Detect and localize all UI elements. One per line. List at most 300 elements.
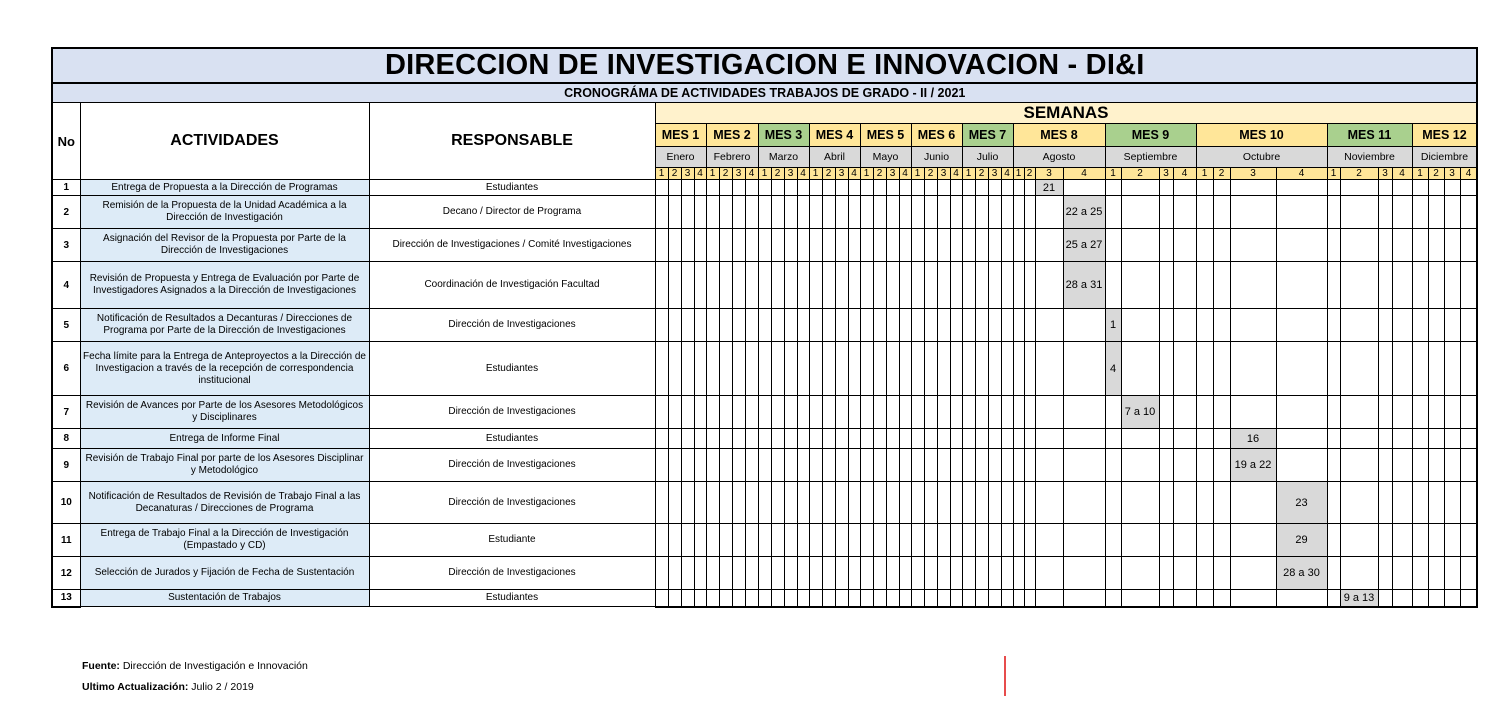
schedule-cell [937, 196, 950, 229]
schedule-cell [1378, 262, 1392, 309]
schedule-cell [784, 342, 797, 396]
schedule-cell [706, 342, 719, 396]
schedule-cell [745, 180, 758, 196]
schedule-cell [694, 449, 706, 482]
schedule-cell [1340, 524, 1378, 557]
schedule-cell [962, 590, 975, 607]
table-row [52, 557, 1477, 590]
schedule-cell [1276, 342, 1327, 396]
schedule-cell [1013, 396, 1024, 429]
schedule-cell [745, 396, 758, 429]
schedule-cell [1001, 524, 1013, 557]
week-number: 3 [1444, 168, 1460, 180]
schedule-cell [797, 180, 809, 196]
schedule-cell [924, 196, 937, 229]
schedule-cell [706, 229, 719, 262]
schedule-cell [822, 557, 835, 590]
schedule-cell [694, 429, 706, 449]
schedule-cell [745, 449, 758, 482]
activity-description: Remisión de la Propuesta de la Unidad Académica a la Dirección de Investigación [80, 196, 369, 229]
schedule-cell [745, 229, 758, 262]
schedule-cell [719, 196, 732, 229]
schedule-cell [797, 309, 809, 342]
schedule-cell [1001, 309, 1013, 342]
activity-responsible: Dirección de Investigaciones / Comité Investigaciones [369, 229, 655, 262]
schedule-cell [1428, 590, 1444, 607]
schedule-cell [1412, 229, 1428, 262]
schedule-cell [1159, 342, 1173, 396]
schedule-cell [835, 342, 848, 396]
schedule-cell [822, 229, 835, 262]
schedule-cell [835, 196, 848, 229]
schedule-cell [668, 449, 681, 482]
schedule-cell [950, 396, 962, 429]
schedule-cell [1063, 449, 1105, 482]
schedule-cell [1063, 557, 1105, 590]
week-number: 4 [694, 168, 706, 180]
schedule-cell [835, 590, 848, 607]
schedule-cell [911, 196, 924, 229]
schedule-cell [1159, 482, 1173, 524]
schedule-cell [1159, 557, 1173, 590]
schedule-cell [1063, 342, 1105, 396]
schedule-cell [1428, 180, 1444, 196]
schedule-cell [937, 449, 950, 482]
schedule-cell [899, 196, 911, 229]
schedule-cell [771, 229, 784, 262]
schedule-cell [668, 557, 681, 590]
schedule-cell [797, 229, 809, 262]
schedule-cell [655, 309, 668, 342]
schedule-cell [809, 557, 822, 590]
schedule-cell [1173, 590, 1196, 607]
schedule-cell [1392, 262, 1412, 309]
schedule-cell [1105, 396, 1121, 429]
schedule-cell [835, 557, 848, 590]
schedule-cell [1121, 196, 1159, 229]
schedule-cell [771, 482, 784, 524]
schedule-cell [1024, 396, 1035, 429]
schedule-cell [681, 429, 694, 449]
schedule-cell [1013, 557, 1024, 590]
schedule-cell [1159, 429, 1173, 449]
schedule-cell [1063, 524, 1105, 557]
schedule-cell [1173, 557, 1196, 590]
schedule-cell [1121, 229, 1159, 262]
schedule-cell [950, 262, 962, 309]
last-update-note [82, 681, 254, 693]
schedule-cell [937, 342, 950, 396]
activity-responsible: Decano / Director de Programa [369, 196, 655, 229]
schedule-cell [822, 482, 835, 524]
schedule-cell [758, 396, 771, 429]
schedule-cell [1412, 482, 1428, 524]
schedule-cell [732, 429, 745, 449]
schedule-cell [975, 590, 988, 607]
schedule-cell [719, 482, 732, 524]
schedule-cell [950, 342, 962, 396]
schedule-cell [745, 590, 758, 607]
schedule-cell [911, 262, 924, 309]
schedule-cell [1327, 396, 1340, 429]
schedule-cell [1001, 342, 1013, 396]
schedule-cell [797, 262, 809, 309]
schedule-cell [1063, 482, 1105, 524]
schedule-cell [924, 429, 937, 449]
schedule-cell [988, 590, 1001, 607]
schedule-cell [848, 429, 860, 449]
schedule-cell [1159, 524, 1173, 557]
schedule-cell [1196, 342, 1213, 396]
week-number: 3 [1230, 168, 1276, 180]
week-number: 3 [988, 168, 1001, 180]
schedule-cell [732, 482, 745, 524]
schedule-cell [886, 262, 899, 309]
table-row [52, 590, 1477, 607]
schedule-cell [745, 196, 758, 229]
schedule-cell [1024, 524, 1035, 557]
month-label: MES 6 [911, 124, 962, 147]
schedule-cell [694, 557, 706, 590]
schedule-cell [784, 229, 797, 262]
schedule-sheet [51, 47, 1471, 608]
schedule-cell [924, 482, 937, 524]
schedule-cell [706, 449, 719, 482]
schedule-cell [758, 180, 771, 196]
schedule-cell [860, 262, 873, 309]
schedule-cell [1428, 309, 1444, 342]
week-number: 1 [809, 168, 822, 180]
schedule-cell [1024, 557, 1035, 590]
schedule-cell [1428, 524, 1444, 557]
schedule-cell [975, 449, 988, 482]
schedule-cell [1412, 342, 1428, 396]
month-label: MES 7 [962, 124, 1013, 147]
week-number: 2 [1024, 168, 1035, 180]
schedule-cell [1378, 449, 1392, 482]
schedule-mark: 23 [1276, 482, 1327, 524]
schedule-mark: 1 [1105, 309, 1121, 342]
schedule-cell [771, 262, 784, 309]
schedule-cell [1001, 429, 1013, 449]
schedule-cell [1276, 590, 1327, 607]
schedule-cell [1444, 180, 1460, 196]
schedule-mark: 21 [1035, 180, 1063, 196]
schedule-cell [1001, 229, 1013, 262]
schedule-cell [975, 309, 988, 342]
schedule-cell [655, 482, 668, 524]
schedule-cell [1412, 590, 1428, 607]
schedule-cell [962, 524, 975, 557]
schedule-cell [1213, 449, 1230, 482]
schedule-cell [1276, 449, 1327, 482]
schedule-cell [1444, 429, 1460, 449]
schedule-cell [1460, 180, 1477, 196]
schedule-cell [706, 590, 719, 607]
schedule-cell [1276, 180, 1327, 196]
schedule-cell [950, 229, 962, 262]
schedule-cell [1024, 229, 1035, 262]
row-number: 5 [52, 309, 80, 342]
schedule-cell [1001, 449, 1013, 482]
red-marker-line [1004, 656, 1006, 696]
schedule-cell [962, 557, 975, 590]
activity-responsible: Dirección de Investigaciones [369, 449, 655, 482]
schedule-cell [1428, 429, 1444, 449]
schedule-cell [873, 396, 886, 429]
schedule-cell [719, 229, 732, 262]
schedule-cell [1230, 196, 1276, 229]
schedule-cell [1276, 309, 1327, 342]
schedule-mark: 29 [1276, 524, 1327, 557]
header-semanas: SEMANAS [655, 103, 1477, 124]
schedule-cell [1428, 482, 1444, 524]
schedule-cell [962, 262, 975, 309]
schedule-cell [758, 590, 771, 607]
week-number: 2 [975, 168, 988, 180]
schedule-cell [1392, 557, 1412, 590]
activity-description: Fecha límite para la Entrega de Anteproyectos a la Dirección de Investigacion a través de la recepción de correspondencia institucional [80, 342, 369, 396]
month-name: Abril [809, 147, 860, 168]
week-number: 3 [732, 168, 745, 180]
schedule-cell [771, 557, 784, 590]
schedule-cell [771, 449, 784, 482]
schedule-cell [1001, 396, 1013, 429]
schedule-cell [1121, 342, 1159, 396]
schedule-cell [988, 262, 1001, 309]
schedule-cell [1230, 262, 1276, 309]
schedule-cell [1196, 557, 1213, 590]
schedule-cell [988, 449, 1001, 482]
schedule-cell [1340, 449, 1378, 482]
schedule-cell [1013, 196, 1024, 229]
schedule-cell [848, 229, 860, 262]
row-number: 10 [52, 482, 80, 524]
week-number: 4 [1460, 168, 1477, 180]
page-subtitle: CRONOGRÁMA DE ACTIVIDADES TRABAJOS DE GRADO - II / 2021 [52, 83, 1477, 103]
schedule-cell [886, 429, 899, 449]
schedule-cell [681, 590, 694, 607]
schedule-cell [1392, 229, 1412, 262]
table-row [52, 449, 1477, 482]
schedule-cell [1024, 482, 1035, 524]
schedule-cell [835, 429, 848, 449]
schedule-cell [681, 180, 694, 196]
schedule-cell [1230, 524, 1276, 557]
schedule-cell [962, 196, 975, 229]
schedule-cell [873, 449, 886, 482]
schedule-cell [694, 396, 706, 429]
month-label: MES 10 [1196, 124, 1327, 147]
table-row [52, 342, 1477, 396]
schedule-cell [1213, 524, 1230, 557]
schedule-cell [719, 590, 732, 607]
schedule-cell [860, 396, 873, 429]
week-number: 3 [886, 168, 899, 180]
schedule-cell [809, 262, 822, 309]
week-number: 2 [1428, 168, 1444, 180]
schedule-cell [1444, 262, 1460, 309]
schedule-cell [1412, 309, 1428, 342]
schedule-cell [1173, 524, 1196, 557]
schedule-cell [1173, 429, 1196, 449]
schedule-cell [668, 396, 681, 429]
week-number: 1 [911, 168, 924, 180]
schedule-cell [1460, 262, 1477, 309]
schedule-cell [860, 557, 873, 590]
schedule-cell [1428, 396, 1444, 429]
source-note [82, 660, 308, 672]
schedule-cell [924, 180, 937, 196]
schedule-cell [860, 482, 873, 524]
schedule-cell [1105, 429, 1121, 449]
schedule-cell [1173, 449, 1196, 482]
table-row [52, 180, 1477, 196]
schedule-cell [937, 429, 950, 449]
week-number: 4 [1001, 168, 1013, 180]
schedule-cell [1173, 482, 1196, 524]
header-responsable: RESPONSABLE [369, 103, 655, 180]
week-number: 2 [719, 168, 732, 180]
week-number: 1 [1412, 168, 1428, 180]
schedule-cell [899, 482, 911, 524]
schedule-cell [784, 262, 797, 309]
schedule-cell [797, 396, 809, 429]
row-number: 6 [52, 342, 80, 396]
row-number: 9 [52, 449, 80, 482]
schedule-cell [1213, 482, 1230, 524]
schedule-cell [1460, 229, 1477, 262]
schedule-cell [1327, 262, 1340, 309]
schedule-cell [1327, 229, 1340, 262]
week-number: 1 [962, 168, 975, 180]
schedule-cell [911, 429, 924, 449]
week-number: 4 [1276, 168, 1327, 180]
week-number: 2 [873, 168, 886, 180]
schedule-cell [1213, 262, 1230, 309]
schedule-cell [1121, 180, 1159, 196]
schedule-cell [694, 196, 706, 229]
schedule-cell [975, 262, 988, 309]
schedule-cell [911, 229, 924, 262]
schedule-cell [1159, 180, 1173, 196]
schedule-cell [732, 196, 745, 229]
schedule-cell [886, 396, 899, 429]
schedule-cell [1213, 309, 1230, 342]
week-number: 2 [1213, 168, 1230, 180]
schedule-cell [1412, 557, 1428, 590]
schedule-cell [681, 557, 694, 590]
schedule-cell [732, 180, 745, 196]
schedule-cell [1105, 262, 1121, 309]
source-label: Fuente: [82, 660, 120, 672]
schedule-cell [1378, 180, 1392, 196]
schedule-cell [937, 557, 950, 590]
schedule-cell [899, 429, 911, 449]
schedule-cell [809, 396, 822, 429]
row-number: 8 [52, 429, 80, 449]
schedule-cell [732, 342, 745, 396]
schedule-cell [911, 482, 924, 524]
row-number: 3 [52, 229, 80, 262]
schedule-cell [694, 342, 706, 396]
schedule-cell [1230, 482, 1276, 524]
schedule-cell [988, 342, 1001, 396]
schedule-cell [873, 342, 886, 396]
schedule-cell [988, 557, 1001, 590]
month-label: MES 5 [860, 124, 911, 147]
schedule-cell [1035, 524, 1063, 557]
schedule-cell [1213, 180, 1230, 196]
week-number: 4 [899, 168, 911, 180]
schedule-cell [1428, 449, 1444, 482]
table-row [52, 396, 1477, 429]
week-number: 4 [1173, 168, 1196, 180]
schedule-cell [1105, 229, 1121, 262]
schedule-cell [860, 196, 873, 229]
schedule-cell [1327, 342, 1340, 396]
schedule-cell [1428, 196, 1444, 229]
schedule-cell [706, 309, 719, 342]
schedule-cell [886, 557, 899, 590]
schedule-cell [655, 590, 668, 607]
schedule-cell [1276, 429, 1327, 449]
schedule-cell [899, 590, 911, 607]
activity-description: Revisión de Avances por Parte de los Asesores Metodológicos y Disciplinares [80, 396, 369, 429]
page-title: DIRECCION DE INVESTIGACION E INNOVACION - DI&I [52, 48, 1477, 83]
schedule-cell [1105, 180, 1121, 196]
schedule-cell [988, 396, 1001, 429]
table-row [52, 482, 1477, 524]
schedule-cell [797, 342, 809, 396]
week-number: 3 [835, 168, 848, 180]
schedule-cell [809, 180, 822, 196]
schedule-cell [1276, 262, 1327, 309]
schedule-cell [758, 309, 771, 342]
month-label: MES 9 [1105, 124, 1196, 147]
row-number: 4 [52, 262, 80, 309]
schedule-cell [1024, 590, 1035, 607]
schedule-cell [809, 342, 822, 396]
schedule-cell [1230, 396, 1276, 429]
schedule-cell [1173, 396, 1196, 429]
schedule-cell [719, 557, 732, 590]
schedule-cell [988, 180, 1001, 196]
schedule-cell [1035, 429, 1063, 449]
schedule-cell [873, 429, 886, 449]
schedule-cell [1378, 309, 1392, 342]
schedule-cell [1392, 449, 1412, 482]
week-number: 1 [706, 168, 719, 180]
schedule-cell [873, 180, 886, 196]
activity-description: Sustentación de Trabajos [80, 590, 369, 607]
schedule-cell [950, 180, 962, 196]
week-number: 3 [681, 168, 694, 180]
week-number: 3 [1159, 168, 1173, 180]
schedule-cell [975, 342, 988, 396]
schedule-cell [1196, 482, 1213, 524]
table-row [52, 196, 1477, 229]
schedule-cell [732, 590, 745, 607]
schedule-cell [924, 342, 937, 396]
schedule-cell [758, 429, 771, 449]
schedule-cell [937, 180, 950, 196]
schedule-cell [745, 557, 758, 590]
schedule-cell [732, 309, 745, 342]
schedule-cell [1035, 342, 1063, 396]
schedule-cell [1276, 196, 1327, 229]
last-update-label: Ultimo Actualización: [82, 681, 189, 693]
